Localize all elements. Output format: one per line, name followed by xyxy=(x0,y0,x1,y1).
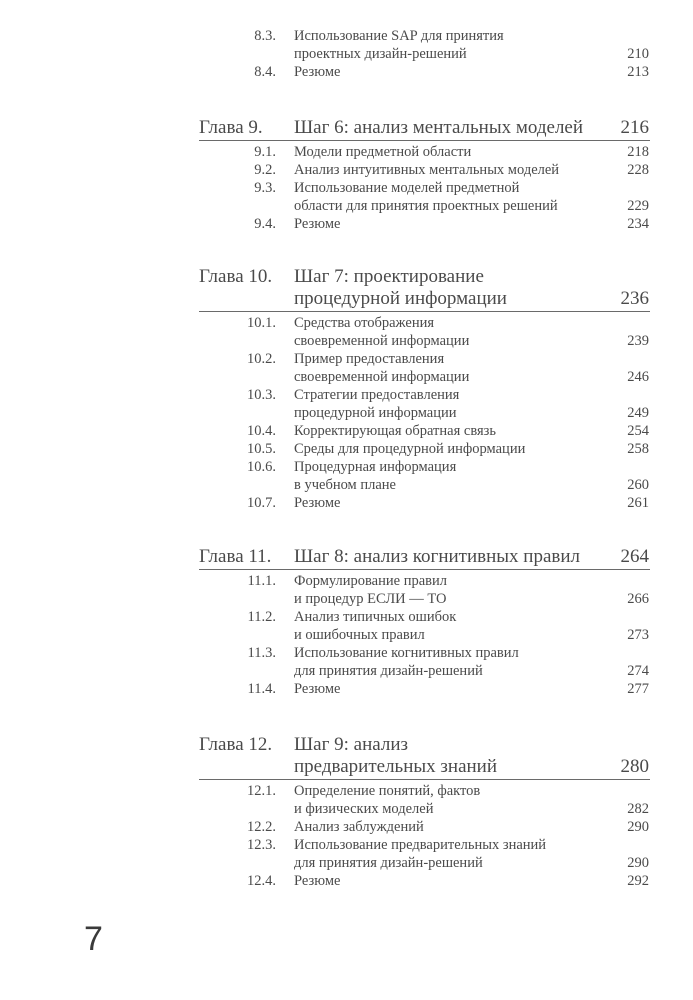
toc-entry-line xyxy=(0,368,693,386)
section-title: Использование SAP для принятия xyxy=(294,28,504,44)
toc-entry-line xyxy=(0,590,693,608)
section-title: области для принятия проектных решений xyxy=(294,198,558,214)
section-title: Пример предоставления xyxy=(294,351,445,367)
section-title: Средства отображения xyxy=(294,315,435,331)
section-page: 229 xyxy=(627,198,649,214)
toc-entry-line xyxy=(0,818,693,836)
section-page: 249 xyxy=(627,405,649,421)
chapter-title: процедурной информации xyxy=(294,288,507,309)
chapter-heading-line xyxy=(0,734,693,756)
section-title: Формулирование правил xyxy=(294,573,447,589)
section-title: и процедур ЕСЛИ — ТО xyxy=(294,591,447,607)
section-number: 9.2. xyxy=(254,162,276,178)
toc-entry-line xyxy=(0,332,693,350)
section-title: Использование предварительных знаний xyxy=(294,837,547,853)
toc-entry-line xyxy=(0,494,693,512)
section-title: Анализ заблуждений xyxy=(294,819,424,835)
section-page: 260 xyxy=(627,477,649,493)
toc-entry-line xyxy=(0,350,693,368)
section-number: 11.1. xyxy=(247,573,276,589)
section-title: Анализ типичных ошибок xyxy=(294,609,457,625)
section-number: 10.2. xyxy=(247,351,276,367)
section-title: и физических моделей xyxy=(294,801,434,817)
chapter-label: Глава 11. xyxy=(199,546,272,567)
chapter-title: Шаг 9: анализ xyxy=(294,734,409,755)
section-page: 254 xyxy=(627,423,649,439)
section-number: 8.4. xyxy=(254,64,276,80)
section-title: Определение понятий, фактов xyxy=(294,783,481,799)
section-number: 9.3. xyxy=(254,180,276,196)
toc-entry-line xyxy=(0,608,693,626)
page-number: 7 xyxy=(84,920,103,958)
section-page: 246 xyxy=(627,369,649,385)
toc-entry-line xyxy=(0,314,693,332)
section-title: для принятия дизайн-решений xyxy=(294,855,483,871)
toc-entry-line xyxy=(0,572,693,590)
section-number: 12.4. xyxy=(247,873,276,889)
section-number: 12.2. xyxy=(247,819,276,835)
toc-entry-line xyxy=(0,161,693,179)
chapter-title: Шаг 8: анализ когнитивных правил xyxy=(294,546,581,567)
section-title: своевременной информации xyxy=(294,333,470,349)
section-title: Резюме xyxy=(294,495,341,511)
section-title: Резюме xyxy=(294,64,341,80)
section-number: 11.2. xyxy=(247,609,276,625)
chapter-title: предварительных знаний xyxy=(294,756,498,777)
chapter-heading-line xyxy=(0,117,693,139)
section-title: для принятия дизайн-решений xyxy=(294,663,483,679)
toc-entry-line xyxy=(0,662,693,680)
chapter-heading-line xyxy=(0,546,693,568)
section-number: 12.1. xyxy=(247,783,276,799)
section-page: 218 xyxy=(627,144,649,160)
toc-entry-line xyxy=(0,386,693,404)
section-number: 10.5. xyxy=(247,441,276,457)
toc-entry-line xyxy=(0,476,693,494)
toc-entry-line xyxy=(0,422,693,440)
section-title: Стратегии предоставления xyxy=(294,387,460,403)
chapter-rule xyxy=(199,569,650,570)
section-title: Использование когнитивных правил xyxy=(294,645,519,661)
section-title: Модели предметной области xyxy=(294,144,472,160)
section-number: 9.4. xyxy=(254,216,276,232)
section-title: Резюме xyxy=(294,216,341,232)
toc-entry-line xyxy=(0,680,693,698)
section-number: 12.3. xyxy=(247,837,276,853)
toc-entry-line xyxy=(0,404,693,422)
chapter-heading-line xyxy=(0,756,693,778)
section-number: 11.3. xyxy=(247,645,276,661)
section-page: 277 xyxy=(627,681,649,697)
section-title: процедурной информации xyxy=(294,405,457,421)
chapter-title: Шаг 6: анализ ментальных моделей xyxy=(294,117,584,138)
section-page: 274 xyxy=(627,663,649,679)
section-number: 10.7. xyxy=(247,495,276,511)
section-page: 228 xyxy=(627,162,649,178)
chapter-label: Глава 10. xyxy=(199,266,273,287)
toc-entry-line xyxy=(0,440,693,458)
section-number: 8.3. xyxy=(254,28,276,44)
section-page: 292 xyxy=(627,873,649,889)
toc-entry-line xyxy=(0,179,693,197)
section-page: 266 xyxy=(627,591,649,607)
chapter-label: Глава 9. xyxy=(199,117,263,138)
section-number: 10.6. xyxy=(247,459,276,475)
section-title: своевременной информации xyxy=(294,369,470,385)
toc-entry-line xyxy=(0,215,693,233)
section-page: 273 xyxy=(627,627,649,643)
section-page: 258 xyxy=(627,441,649,457)
section-number: 11.4. xyxy=(247,681,276,697)
toc-entry-line xyxy=(0,854,693,872)
section-title: Корректирующая обратная связь xyxy=(294,423,496,439)
toc-entry-line xyxy=(0,782,693,800)
toc-entry-line xyxy=(0,63,693,81)
toc-entry-line xyxy=(0,45,693,63)
section-title: Резюме xyxy=(294,681,341,697)
chapter-page: 264 xyxy=(620,546,649,567)
toc-entry-line xyxy=(0,872,693,890)
toc-entry-line xyxy=(0,800,693,818)
section-title: Использование моделей предметной xyxy=(294,180,520,196)
section-page: 290 xyxy=(627,819,649,835)
toc-entry-line xyxy=(0,143,693,161)
chapter-rule xyxy=(199,140,650,141)
section-page: 239 xyxy=(627,333,649,349)
toc-entry-line xyxy=(0,27,693,45)
section-title: Среды для процедурной информации xyxy=(294,441,526,457)
chapter-rule xyxy=(199,779,650,780)
section-number: 10.3. xyxy=(247,387,276,403)
chapter-heading-line xyxy=(0,288,693,310)
section-title: Анализ интуитивных ментальных моделей xyxy=(294,162,560,178)
chapter-page: 236 xyxy=(620,288,649,309)
chapter-label: Глава 12. xyxy=(199,734,273,755)
chapter-page: 216 xyxy=(620,117,649,138)
chapter-title: Шаг 7: проектирование xyxy=(294,266,484,287)
section-page: 282 xyxy=(627,801,649,817)
section-number: 9.1. xyxy=(254,144,276,160)
toc-entry-line xyxy=(0,644,693,662)
section-page: 210 xyxy=(627,46,649,62)
section-title: Резюме xyxy=(294,873,341,889)
toc-entry-line xyxy=(0,458,693,476)
section-number: 10.4. xyxy=(247,423,276,439)
section-title: и ошибочных правил xyxy=(294,627,425,643)
section-page: 290 xyxy=(627,855,649,871)
chapter-rule xyxy=(199,311,650,312)
section-title: Процедурная информация xyxy=(294,459,457,475)
section-title: в учебном плане xyxy=(294,477,396,493)
section-title: проектных дизайн-решений xyxy=(294,46,467,62)
section-page: 213 xyxy=(627,64,649,80)
section-number: 10.1. xyxy=(247,315,276,331)
section-page: 234 xyxy=(627,216,649,232)
toc-entry-line xyxy=(0,626,693,644)
section-page: 261 xyxy=(627,495,649,511)
toc-entry-line xyxy=(0,836,693,854)
chapter-heading-line xyxy=(0,266,693,288)
chapter-page: 280 xyxy=(620,756,649,777)
toc-entry-line xyxy=(0,197,693,215)
